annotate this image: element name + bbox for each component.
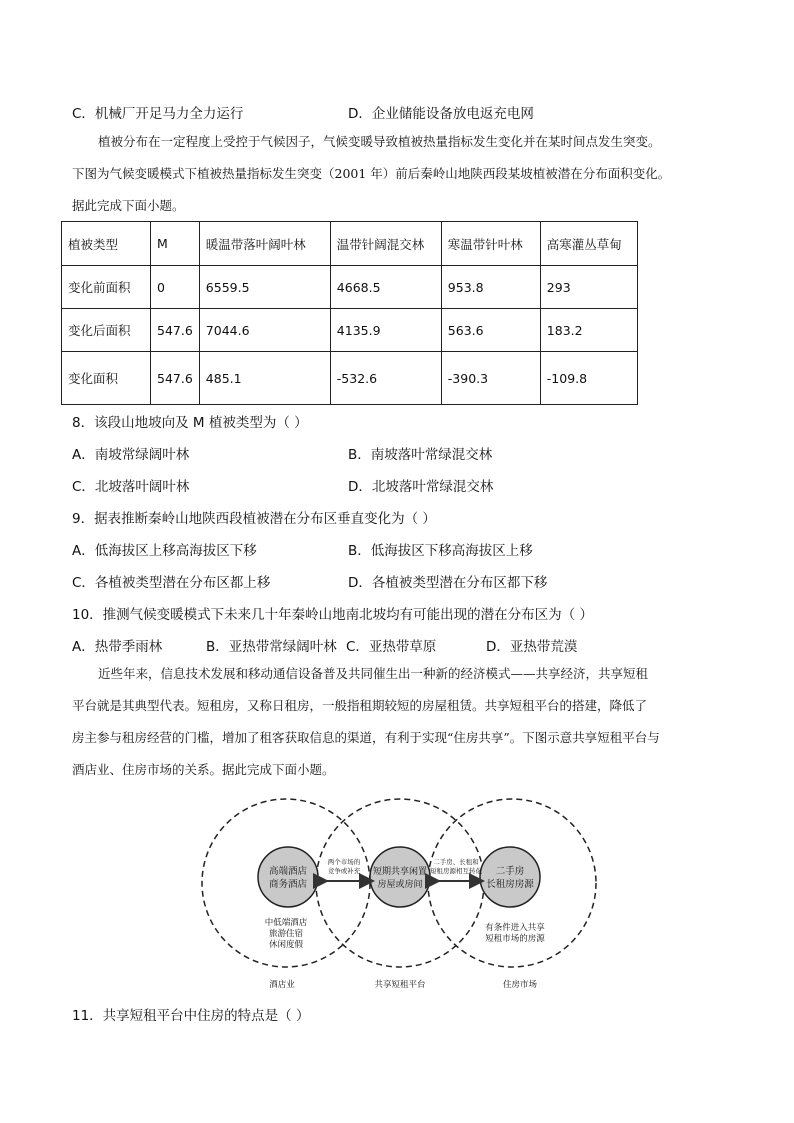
q8-option-c: C．北坡落叶阔叶林 [72,479,190,495]
q9-option-a: A．低海拔区上移高海拔区下移 [72,543,257,559]
q7-option-d: D．企业储能设备放电返充电网 [348,106,534,122]
q10-option-d: D．亚热带荒漠 [486,639,578,655]
table-cell: 变化后面积 [62,309,151,352]
q10-option-b: B．亚热带常绿阔叶林 [206,639,337,655]
q9-stem: 9．据表推断秦岭山地陕西段植被潜在分布区垂直变化为（ ） [72,511,436,527]
left-below-line3: 休闲度假 [268,940,304,950]
intro2-line2: 平台就是其典型代表。短租房，又称日租房，一般指租期较短的房屋租赁。共享短租平台的搭建，降低了 [72,698,648,713]
q9-option-b: B．低海拔区下移高海拔区上移 [348,543,533,559]
table-cell: 变化面积 [62,352,151,405]
table-cell: 293 [540,266,637,309]
table-cell: 547.6 [151,352,200,405]
table-cell: 563.6 [441,309,540,352]
q8-stem: 8．该段山地坡向及 M 植被类型为（ ） [72,415,308,431]
table-header-cell: 温带针阔混交林 [330,222,441,266]
intro1-line1: 植被分布在一定程度上受控于气候因子，气候变暖导致植被热量指标发生变化并在某时间点发生突变。 [98,134,661,149]
arrow1-line2: 竞争或补充 [327,867,361,875]
intro-paragraph-vegetation [72,126,732,222]
intro1-line3: 据此完成下面小题。 [72,198,185,213]
table-cell: 183.2 [540,309,637,352]
table-header-cell: 寒温带针叶林 [441,222,540,266]
q8-option-d: D．北坡落叶常绿混交林 [348,479,494,495]
housing-market-caption: 住房市场 [502,980,538,990]
table-cell: 485.1 [199,352,330,405]
table-cell: 0 [151,266,200,309]
right-below-line1: 有条件进入共享 [485,923,545,933]
table-row [62,309,638,352]
table-cell: 6559.5 [199,266,330,309]
short-term-housing-node [370,847,430,907]
table-cell: -390.3 [441,352,540,405]
table-cell: 4668.5 [330,266,441,309]
q10-option-a: A．热带季雨林 [72,639,163,655]
table-row [62,352,638,405]
q10-stem: 10．推测气候变暖模式下未来几十年秦岭山地南北坡均有可能出现的潜在分布区为（ ） [72,607,593,623]
q11-stem: 11．共享短租平台中住房的特点是（ ） [72,1008,310,1024]
sharing-relationship-diagram [195,790,605,995]
table-cell: -109.8 [540,352,637,405]
table-cell: 4135.9 [330,309,441,352]
arrow1-line1: 两个市场的 [327,858,361,866]
right-below-line2: 短租市场的房源 [485,934,545,944]
intro1-line2: 下图为气候变暖模式下植被热量指标发生突变（2001 年）前后秦岭山地陕西段某坡植被潜在分布面积变化。 [72,166,671,181]
intro2-line4: 酒店业、住房市场的关系。据此完成下面小题。 [72,762,335,777]
intro2-line1: 近些年来，信息技术发展和移动通信设备普及共同催生出一种新的经济模式——共享经济，共享短租 [98,666,649,681]
right-node-line1: 二手房 [495,866,525,877]
intro-paragraph-sharing [72,658,732,786]
table-cell: 变化前面积 [62,266,151,309]
q8-option-b: B．南坡落叶常绿混交林 [348,447,493,463]
table-cell: 7044.6 [199,309,330,352]
q10-option-c: C．亚热带草原 [346,639,437,655]
table-cell: -532.6 [330,352,441,405]
table-header-cell: 暖温带落叶阔叶林 [199,222,330,266]
left-node-line1: 高端酒店 [268,866,308,877]
table-row [62,266,638,309]
table-cell: 953.8 [441,266,540,309]
sharing-platform-caption: 共享短租平台 [374,980,426,990]
left-node-line2: 商务酒店 [268,879,308,890]
second-hand-housing-node [480,847,540,907]
mid-node-line1: 短期共享闲置 [372,867,428,877]
q9-option-d: D．各植被类型潜在分布区都下移 [348,575,548,591]
arrow2-line2: 短租房源相互转化 [430,867,482,875]
left-below-line1: 中低端酒店 [264,918,308,928]
q7-option-c: C．机械厂开足马力全力运行 [72,106,244,122]
left-below-line2: 旅游住宿 [268,929,304,939]
q8-option-a: A．南坡常绿阔叶林 [72,447,190,463]
table-header-cell: 植被类型 [62,222,151,266]
vegetation-area-table [61,221,638,405]
high-end-hotel-node [258,847,318,907]
arrow2-line1: 二手房、长租和 [433,858,479,866]
table-header-cell: M [151,222,200,266]
q9-option-c: C．各植被类型潜在分布区都上移 [72,575,271,591]
table-header-cell: 高寒灌丛草甸 [540,222,637,266]
table-cell: 547.6 [151,309,200,352]
right-node-line2: 长租房房源 [486,879,534,890]
hotel-industry-caption: 酒店业 [269,980,295,990]
intro2-line3: 房主参与租房经营的门槛，增加了租客获取信息的渠道，有利于实现“住房共享”。下图示意共享短租平台与 [72,730,660,745]
mid-node-line2: 房屋或房间 [377,880,423,890]
table-header-row [62,222,638,266]
